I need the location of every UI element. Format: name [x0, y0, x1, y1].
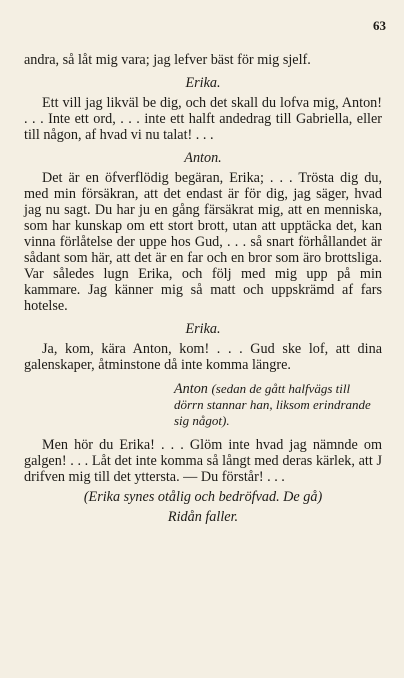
stage-direction: (sedan de gått halfvägs till dörrn stannar han, liksom erindrande sig något). — [174, 381, 371, 428]
paragraph: andra, så låt mig vara; jag lefver bäst för mig sjelf. — [24, 52, 311, 68]
paragraph: Ja, kom, kära Anton, kom! . . . Gud ske lof, att dina galenskaper, åtminstone då inte komma längre. — [24, 341, 382, 373]
speaker-name: Erika. — [185, 75, 221, 91]
paragraph: Men hör du Erika! . . . Glöm inte hvad jag nämnde om galgen! . . . Låt det inte komma så långt med deras kärlek, att J drifven mig till det yttersta. — Du förstår! . . . — [24, 437, 382, 485]
paragraph: Ett vill jag likväl be dig, och det skall du lofva mig, Anton! . . . Inte ett ord, . . . inte ett halft andedrag till Gabriella, eller till någon, af hvad vi nu talat! . . . — [24, 95, 382, 143]
speaker-name: Anton — [174, 381, 208, 397]
stage-direction: (Erika synes otålig och bedröfvad. De gå) — [83, 489, 323, 505]
speaker-name: Anton. — [184, 150, 222, 166]
page-text — [24, 52, 382, 529]
speaker-name: Erika. — [185, 321, 221, 337]
page-number: 63 — [373, 18, 386, 33]
curtain-line: Ridån faller. — [167, 509, 239, 525]
paragraph: Det är en öfverflödig begäran, Erika; . . . Trösta dig du, med min försäkran, att det endast är för dig, jag säger, hvad jag nu sagt. Du har ju en gång färsäkrat mig, att en menniska, som har kunskap om ett stort brott, utan att upptäcka det, kan vinna förlåtelse der uppe hos Gud, . . . så snart förhållandet är sådant som här, att det är en far och en bror som äro brottsliga. Var således lugn Erika, och följ med mig upp på min kammare. Jag känner mig så matt och uppskrämd af fars hotelse. — [24, 170, 382, 314]
stage-direction-block — [174, 381, 382, 429]
